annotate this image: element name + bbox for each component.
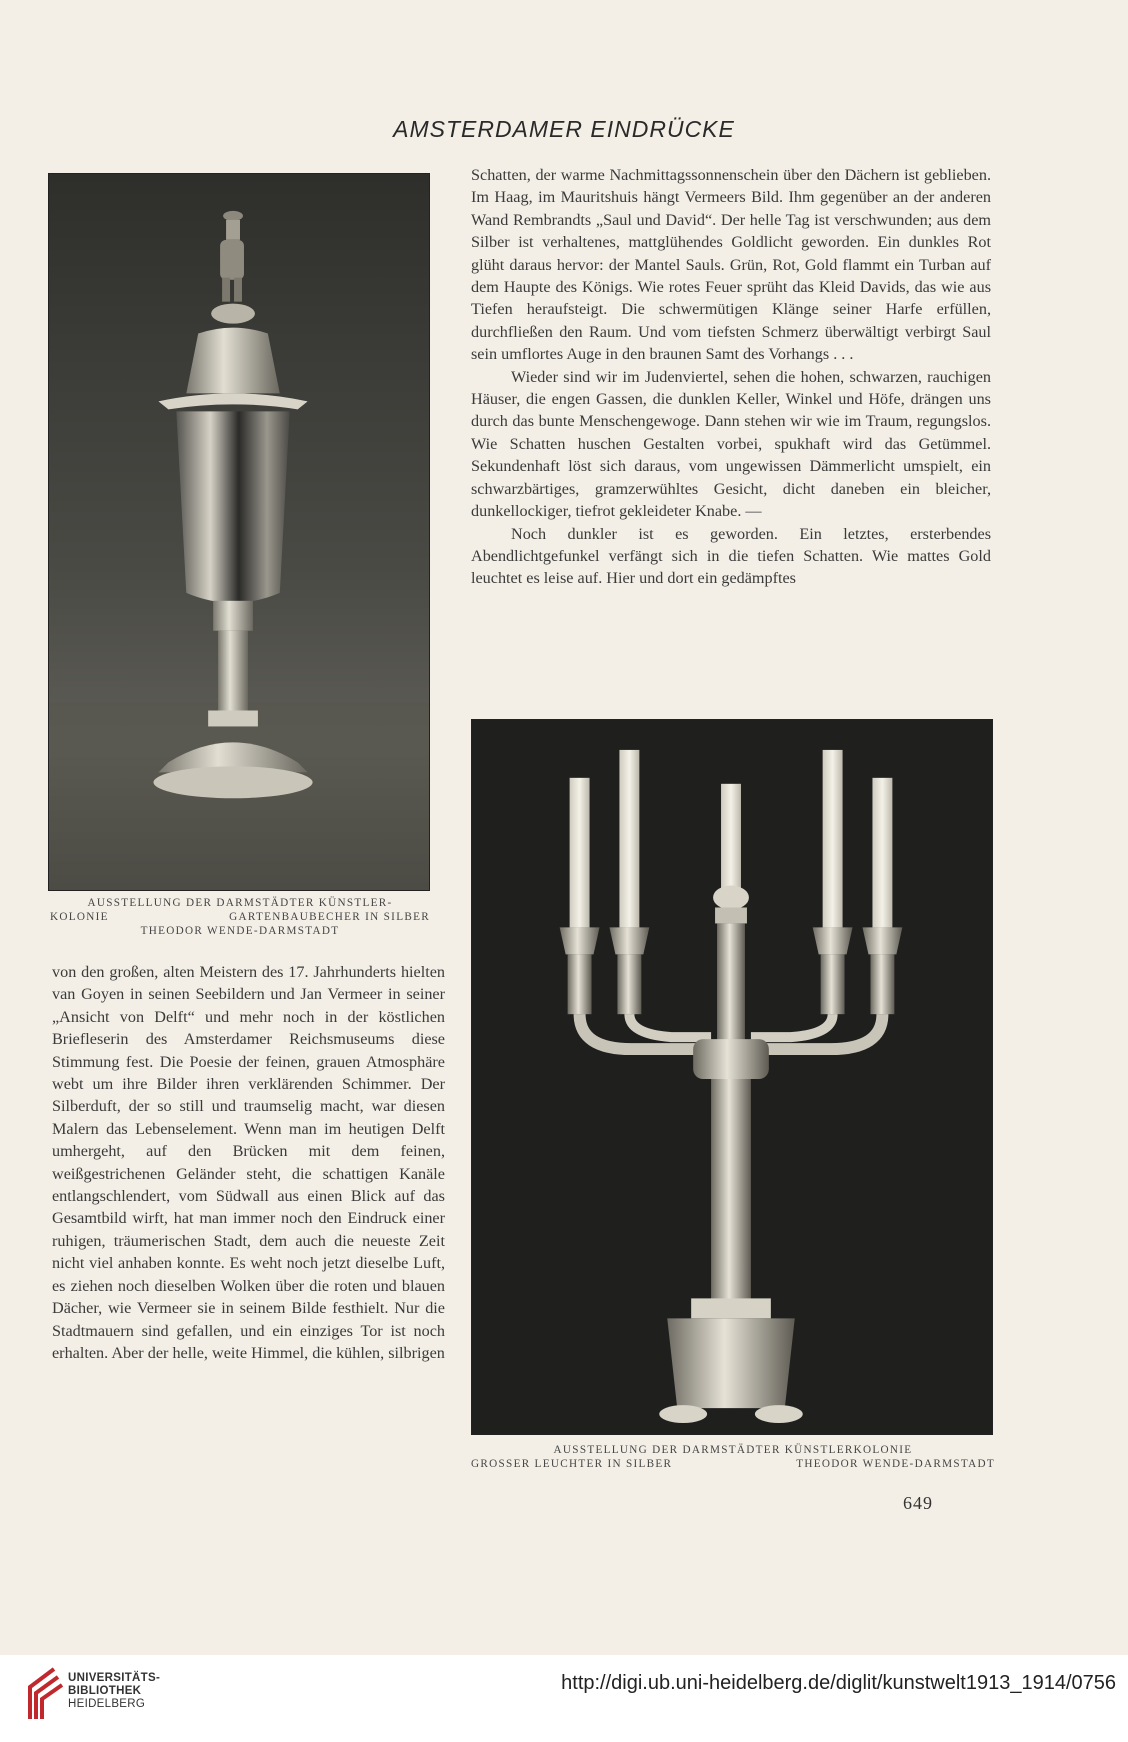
paragraph: Wieder sind wir im Judenviertel, sehen die hohen, schwarzen, rauchigen Häuser, die engen Gassen, die dunklen Keller, Winkel und Höfe, drängen uns durch das bunte Menschengewoge. Dann stehen wir wie im Traum, regungslos. Wie Schatten huschen Gestalten vorbei, spukhaft wird das Getümmel. Sekundenhaft löst sich daraus, vom ungewissen Dämmerlicht umspielt, ein schwarzbärtiges, gramzerwühltes Gesicht, dicht daneben ein bleicher, dunkellockiger, tiefrot gekleideter Knabe. — (471, 367, 991, 521)
goblet-caption (50, 896, 430, 938)
library-name-line: UNIVERSITÄTS- (68, 1672, 161, 1684)
caption-line: AUSSTELLUNG DER DARMSTÄDTER KÜNSTLERKOLONIE (553, 1444, 913, 1456)
caption-line (50, 910, 430, 924)
left-text-column (52, 961, 445, 1364)
source-url[interactable]: http://digi.ub.uni-heidelberg.de/diglit/kunstwelt1913_1914/0756 (561, 1672, 1116, 1694)
library-name-line: HEIDELBERG (68, 1698, 146, 1710)
paragraph: Noch dunkler ist es geworden. Ein letztes, ersterbendes Abendlichtgefunkel verfängt sich in die tiefen Schatten. Wie mattes Gold leuchtet es leise auf. Hier und dort ein gedämpftes (471, 524, 991, 588)
library-name (68, 1672, 160, 1711)
library-logo-icon (24, 1667, 64, 1721)
caption-line: THEODOR WENDE-DARMSTADT (140, 925, 340, 937)
candelabrum-caption (471, 1443, 995, 1471)
caption-line-right: THEODOR WENDE-DARMSTADT (796, 1458, 995, 1470)
running-title: AMSTERDAMER EINDRÜCKE (393, 116, 735, 142)
page-number: 649 (903, 1493, 933, 1513)
paragraph: Schatten, der warme Nachmittagssonnenschein über den Dächern ist geblieben. Im Haag, im Mauritshuis hängt Vermeers Bild. Ihm gegenüber an der anderen Wand Rembrandts „Saul und David“. Der helle Tag ist verschwunden; aus dem Silber ist verhaltenes, mattglühendes Goldlicht geworden. Ein dunkles Rot glüht daraus hervor: der Mantel Sauls. Grün, Rot, Gold flammt ein Turban auf dem Haupte des Königs. Wie rotes Feuer sprüht das Kleid Davids, das wie aus Tiefen heraufsteigt. Die schwermütigen Klänge seiner Harfe erfüllen, durchfließen den Raum. Und vom tiefsten Schmerz überwältigt verbirgt Saul sein umflortes Auge in den braunen Samt des Vorhangs . . . (471, 166, 991, 364)
candelabrum-illustration (472, 720, 992, 1434)
caption-line-left: GROSSER LEUCHTER IN SILBER (471, 1458, 673, 1470)
caption-line-left: KOLONIE (50, 911, 109, 923)
right-text-column (471, 164, 991, 590)
paragraph: von den großen, alten Meistern des 17. Jahrhunderts hielten van Goyen in seinen Seebildern und Jan Vermeer in seiner „Ansicht von Delft“ und mehr noch in der köstlichen Briefleserin des Amsterdamer Reichsmuseums diese Stimmung fest. Die Poesie der feinen, grauen Atmosphäre webt um ihre Bilder ihren verklärenden Schimmer. Der Silberduft, der so still und traumselig macht, war diesen Malern das Lebenselement. Wenn man im heutigen Delft umhergeht, auf den Brücken mit dem feinen, weißgestrichenen Geländer steht, die schattigen Kanäle entlangschlendert, vom Südwall aus einen Blick auf das Gesamtbild wirft, hat man immer noch den Eindruck einer ruhigen, träumerischen Stadt, dem auch die neueste Zeit nicht viel anhaben konnte. Es weht noch jetzt dieselbe Luft, es ziehen noch dieselben Wolken über die roten und blauen Dächer, wie Vermeer sie in seinem Bilde festhielt. Nur die Stadtmauern sind gefallen, und ein einziges Tor ist noch erhalten. Aber der helle, weite Himmel, die kühlen, silbrigen (52, 963, 445, 1362)
goblet-illustration (49, 174, 429, 890)
candelabrum-photograph (471, 719, 993, 1435)
caption-line (471, 1457, 995, 1471)
caption-line: AUSSTELLUNG DER DARMSTÄDTER KÜNSTLER- (87, 897, 393, 909)
goblet-photograph (48, 173, 430, 891)
footer-bar (0, 1655, 1128, 1742)
caption-line-right: GARTENBAUBECHER IN SILBER (229, 911, 430, 923)
library-name-line: BIBLIOTHEK (68, 1685, 142, 1697)
